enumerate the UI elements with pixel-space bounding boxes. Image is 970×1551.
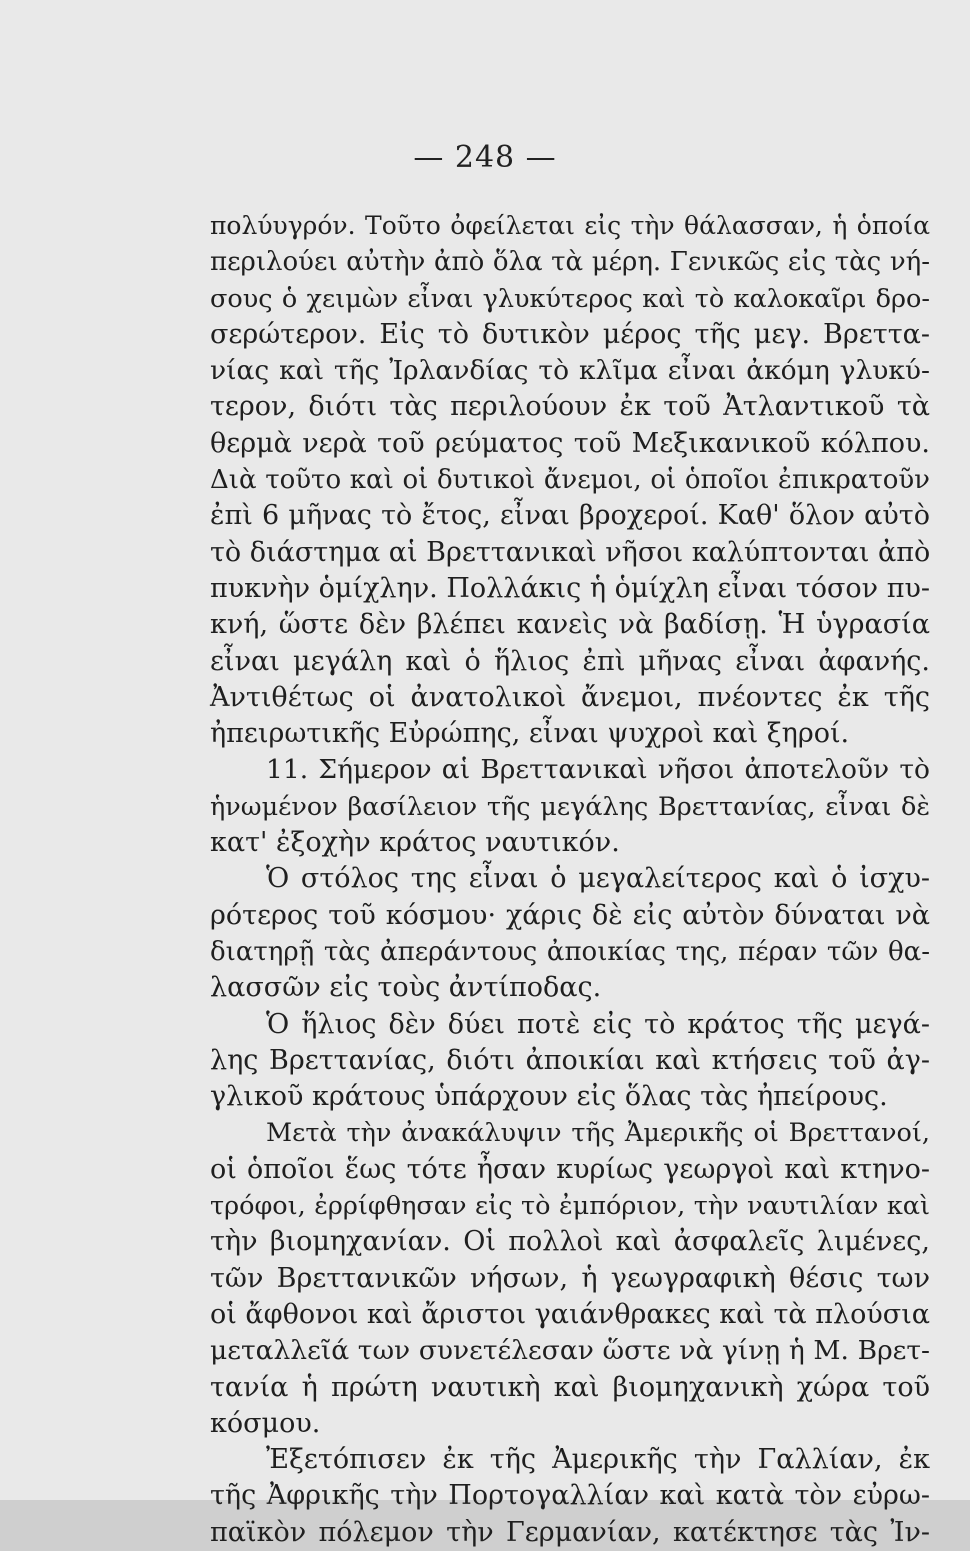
text-line: κατ' ἐξοχὴν κράτος ναυτικόν. xyxy=(210,827,620,859)
text-line: οἱ ὁποῖοι ἕως τότε ἦσαν κυρίως γεωργοὶ καὶ κτηνο- xyxy=(210,1153,930,1185)
text-line: κόσμου. xyxy=(210,1407,321,1439)
text-line: Ἐξετόπισεν ἐκ τῆς Ἀμερικῆς τὴν Γαλλίαν, ἐκ xyxy=(266,1444,930,1476)
text-line: πυκνὴν ὁμίχλην. Πολλάκις ἡ ὁμίχλη εἶναι τόσον πυ- xyxy=(210,572,930,604)
text-line: Ὁ στόλος της εἶναι ὁ μεγαλείτερος καὶ ὁ ἰσχυ- xyxy=(266,863,930,895)
text-line: νίας καὶ τῆς Ἰρλανδίας τὸ κλῖμα εἶναι ἀκόμη γλυκύ- xyxy=(210,355,930,387)
text-line: τὴν βιομηχανίαν. Οἱ πολλοὶ καὶ ἀσφαλεῖς λιμένες, xyxy=(210,1226,930,1258)
text-line: πολύυγρόν. Τοῦτο ὀφείλεται εἰς τὴν θάλασσαν, ἡ ὁποία xyxy=(210,211,930,240)
text-line: τῶν Βρεττανικῶν νήσων, ἡ γεωγραφικὴ θέσις των xyxy=(210,1262,930,1294)
text-line: ἠπειρωτικῆς Εὐρώπης, εἶναι ψυχροὶ καὶ ξηροί. xyxy=(210,718,850,750)
text-line: κνή, ὥστε δὲν βλέπει κανεὶς νὰ βαδίσῃ. Ἡ ὑγρασία xyxy=(210,609,930,641)
text-line: περιλούει αὐτὴν ἀπὸ ὅλα τὰ μέρη. Γενικῶς εἰς τὰς νή- xyxy=(210,247,930,278)
text-line: διατηρῇ τὰς ἀπεράντους ἀποικίας της, πέραν τῶν θα- xyxy=(210,936,930,967)
text-line: 11. Σήμερον αἱ Βρεττανικαὶ νῆσοι ἀποτελοῦν τὸ xyxy=(266,754,930,786)
text-line: τανία ἡ πρώτη ναυτικὴ καὶ βιομηχανικὴ χώρα τοῦ xyxy=(210,1371,930,1403)
text-line: Ὁ ἥλιος δὲν δύει ποτὲ εἰς τὸ κράτος τῆς μεγά- xyxy=(266,1008,930,1040)
text-line: λασσῶν εἰς τοὺς ἀντίποδας. xyxy=(210,972,602,1004)
text-line: μεταλλεῖά των συνετέλεσαν ὥστε νὰ γίνῃ ἡ Μ. Βρετ- xyxy=(210,1335,930,1367)
text-line: ἡνωμένον βασίλειον τῆς μεγάλης Βρεττανίας, εἶναι δὲ xyxy=(210,791,930,822)
text-line: ἐπὶ 6 μῆνας τὸ ἔτος, εἶναι βροχεροί. Καθ' ὅλον αὐτὸ xyxy=(210,500,930,532)
text-line: Διὰ τοῦτο καὶ οἱ δυτικοὶ ἄνεμοι, οἱ ὁποῖοι ἐπικρατοῦν xyxy=(210,465,930,496)
text-line: λης Βρεττανίας, διότι ἀποικίαι καὶ κτήσεις τοῦ ἀγ- xyxy=(210,1044,930,1076)
page-number: — 248 — xyxy=(413,140,557,175)
text-line: Ἀντιθέτως οἱ ἀνατολικοὶ ἄνεμοι, πνέοντες ἐκ τῆς xyxy=(210,681,930,713)
text-line: σερώτερον. Εἰς τὸ δυτικὸν μέρος τῆς μεγ. Βρεττα- xyxy=(210,318,930,350)
text-line: τὸ διάστημα αἱ Βρεττανικαὶ νῆσοι καλύπτονται ἀπὸ xyxy=(210,536,931,568)
text-line: τρόφοι, ἐρρίφθησαν εἰς τὸ ἐμπόριον, τὴν ναυτιλίαν καὶ xyxy=(210,1191,930,1222)
text-line: οἱ ἄφθονοι καὶ ἄριστοι γαιάνθρακες καὶ τὰ πλούσια xyxy=(210,1298,931,1330)
text-line: τῆς Ἀφρικῆς τὴν Πορτογαλλίαν καὶ κατὰ τὸν εὐρω- xyxy=(210,1480,930,1512)
text-line: τερον, διότι τὰς περιλούουν ἐκ τοῦ Ἀτλαντικοῦ τὰ xyxy=(210,391,930,423)
text-line: σους ὁ χειμὼν εἶναι γλυκύτερος καὶ τὸ καλοκαῖρι δρο- xyxy=(210,283,930,314)
text-line: εἶναι μεγάλη καὶ ὁ ἥλιος ἐπὶ μῆνας εἶναι ἀφανής. xyxy=(210,645,930,677)
body-text xyxy=(210,208,930,1551)
text-line: Μετὰ τὴν ἀνακάλυψιν τῆς Ἀμερικῆς οἱ Βρεττανοί, xyxy=(266,1118,930,1149)
text-line: ρότερος τοῦ κόσμου· χάρις δὲ εἰς αὐτὸν δύναται νὰ xyxy=(210,899,930,931)
text-line: θερμὰ νερὰ τοῦ ρεύματος τοῦ Μεξικανικοῦ κόλπου. xyxy=(210,427,930,459)
text-line: γλικοῦ κράτους ὑπάρχουν εἰς ὅλας τὰς ἠπείρους. xyxy=(210,1081,888,1113)
text-line: παϊκὸν πόλεμον τὴν Γερμανίαν, κατέκτησε τὰς Ἰν- xyxy=(210,1516,930,1548)
